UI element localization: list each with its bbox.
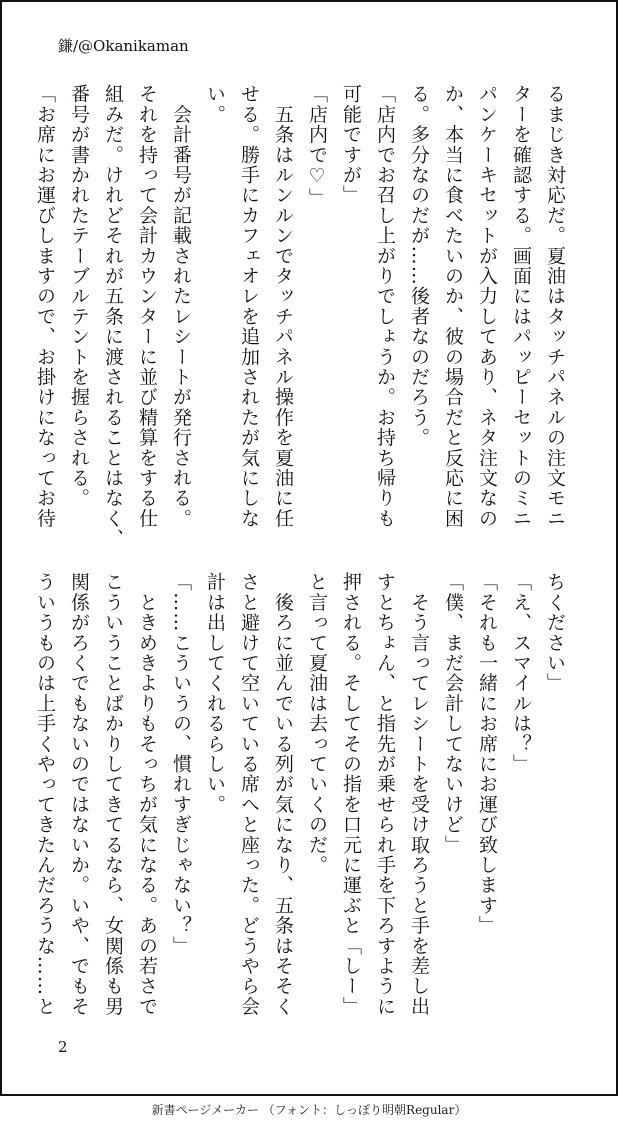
- text-line: それを持って会計カウンターに並び精算をする仕: [136, 84, 158, 529]
- text-line: ターを確認する。画面にはパッピーセットのミニ: [510, 84, 532, 529]
- text-line: ういうものは上手くやってきたんだろうな……と: [34, 572, 56, 1017]
- text-line: 計は出してくれるらしい。: [204, 572, 226, 815]
- text-line: ときめきよりもそっちが気になる。あの若さで: [136, 572, 158, 1017]
- text-line: こういうことばかりしてきてるなら、女関係も男: [102, 572, 124, 1017]
- text-line: さと避けて空いている席へと座った。どうやら会: [238, 572, 260, 1017]
- text-line: そう言ってレシートを受け取ろうと手を差し出: [408, 572, 430, 1017]
- text-line: すとちょん、と指先が乗せられ手を下ろすように: [374, 572, 396, 1017]
- text-line: るまじき対応だ。夏油はタッチパネルの注文モニ: [544, 84, 566, 529]
- text-line: 組みだ。けれどそれが五条に渡されることはなく、: [102, 84, 124, 549]
- text-line: 関係がろくでもないのではないか。いや、でもそ: [68, 572, 90, 1017]
- text-line: と言って夏油は去っていくのだ。: [306, 572, 328, 875]
- footer-caption: 新書ページメーカー （フォント：しっぽり明朝Regular）: [151, 1103, 467, 1117]
- text-line: パンケーキセットが入力してあり、ネタ注文なの: [476, 84, 498, 529]
- text-line: 「僕、まだ会計してないけど」: [442, 572, 464, 855]
- text-line: 「お席にお運びしますので、お掛けになってお待: [34, 84, 56, 529]
- text-block-lower: [34, 572, 572, 1022]
- text-line: 「店内で♡」: [306, 84, 328, 209]
- text-block-upper: [34, 84, 572, 549]
- page-number: 2: [58, 1038, 68, 1056]
- text-line: ちください」: [544, 572, 566, 694]
- text-line: か、本当に食べたいのか、彼の場合だと反応に困: [442, 84, 464, 529]
- author-header: 鎌/@Okanikaman: [58, 37, 189, 55]
- text-line: い。: [204, 84, 226, 125]
- text-line: 「それも一緒にお席にお運び致します」: [476, 572, 498, 936]
- text-line: 押される。そしてその指を口元に運ぶと「しー」: [340, 572, 362, 1017]
- text-line: 「え、スマイルは？」: [510, 572, 532, 774]
- text-line: 五条はルンルンでタッチパネル操作を夏油に任: [272, 84, 294, 529]
- text-line: せる。勝手にカフェオレを追加されたが気にしな: [238, 84, 260, 529]
- text-line: る。多分なのだが……後者なのだろう。: [408, 84, 430, 448]
- text-line: 可能ですが」: [340, 84, 362, 206]
- text-line: 後ろに並んでいる列が気になり、五条はそそく: [272, 572, 294, 1017]
- text-line: 番号が書かれたテーブルテントを握らされる。: [68, 84, 90, 509]
- text-line: 「店内でお召し上がりでしょうか。お持ち帰りも: [374, 84, 396, 529]
- text-line: 「……こういうの、慣れすぎじゃない？」: [170, 572, 192, 956]
- text-line: 会計番号が記載されたレシートが発行される。: [170, 84, 192, 529]
